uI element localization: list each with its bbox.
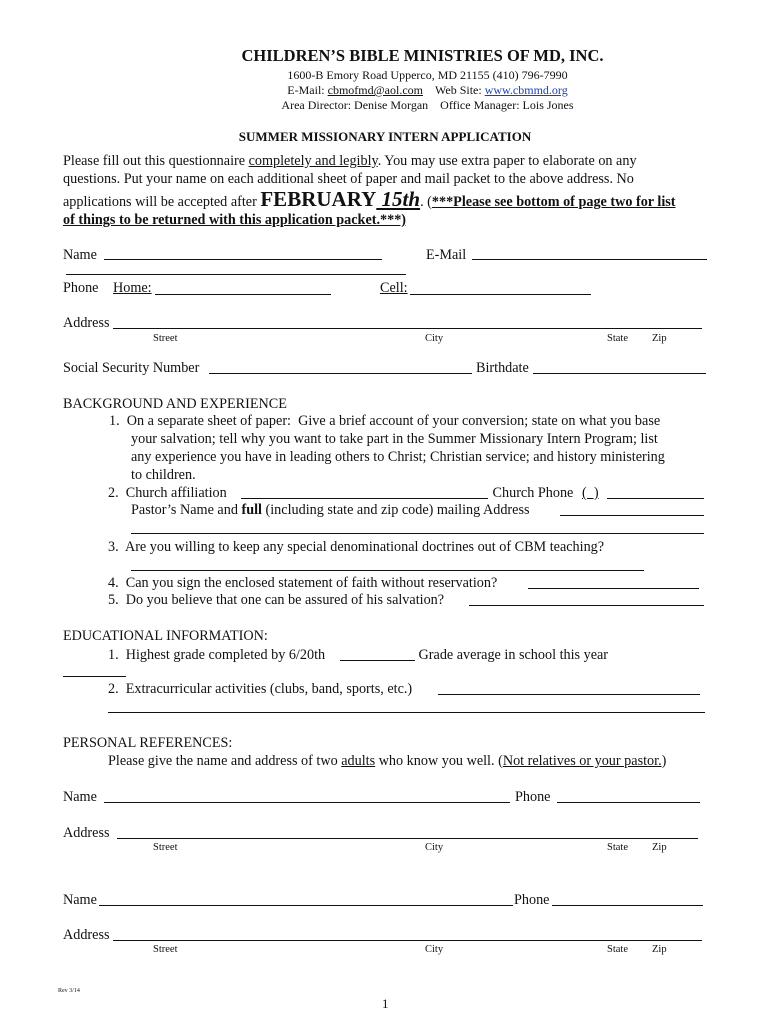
intro-line-3: applications will be accepted after FEBRUARY 15th. (***Please see bottom of page two for list (63, 187, 676, 211)
ref2-phone-label: Phone (514, 892, 550, 908)
email-field[interactable] (472, 259, 707, 260)
revision-note: Rev 3/14 (58, 988, 80, 994)
bg-q1-line2: your salvation; tell why you want to take part in the Summer Missionary Intern Program; list (131, 431, 658, 447)
references-instructions: Please give the name and address of two adults who know you well. (Not relatives or your pastor.) (108, 753, 667, 769)
address-field[interactable] (113, 328, 702, 329)
page-number: 1 (382, 996, 389, 1011)
org-staff: Area Director: Denise Morgan Office Manager: Lois Jones (281, 98, 574, 112)
extracurricular-field-continued[interactable] (108, 712, 705, 713)
ref2-city-caption: City (425, 944, 444, 955)
website-label: Web Site: (435, 83, 485, 97)
ref2-state-caption: State (607, 944, 628, 955)
deadline-day: 15th (376, 187, 421, 211)
grade-average-field[interactable] (63, 676, 126, 677)
pastor-address-field-continued[interactable] (131, 533, 704, 534)
bg-q4: 4. Can you sign the enclosed statement of faith without reservation? (108, 575, 498, 591)
street-caption: Street (153, 333, 178, 344)
ref1-zip-caption: Zip (652, 842, 667, 853)
bg-q3: 3. Are you willing to keep any special denominational doctrines out of CBM teaching? (108, 539, 605, 555)
ref1-address-label: Address (63, 825, 110, 841)
city-caption: City (425, 333, 444, 344)
pastor-address-field[interactable] (560, 515, 704, 516)
emphasis-completely: completely and legibly (248, 153, 378, 169)
ref1-name-label: Name (63, 789, 97, 805)
address-label: Address (63, 315, 110, 331)
ref2-name-label: Name (63, 892, 97, 908)
bg-q2-label: 2. Church affiliation (108, 485, 227, 501)
ref2-address-field[interactable] (113, 940, 702, 941)
name-label: Name (63, 247, 97, 263)
org-title: CHILDREN’S BIBLE MINISTRIES OF MD, INC. (241, 46, 604, 65)
form-title: SUMMER MISSIONARY INTERN APPLICATION (238, 129, 532, 144)
doctrine-answer-field[interactable] (131, 570, 644, 571)
org-contact (0, 83, 770, 98)
email-label-field: E-Mail (426, 247, 467, 263)
ref2-zip-caption: Zip (652, 944, 667, 955)
cell-label: Cell: (380, 280, 408, 296)
edu-q1-label: 1. Highest grade completed by 6/20th (108, 647, 326, 663)
email-link[interactable]: cbmofmd@aol.com (327, 83, 423, 97)
deadline-month: FEBRUARY (260, 187, 377, 211)
packet-note: ***Please see bottom of page two for list (431, 194, 676, 210)
name-field-continued[interactable] (66, 274, 406, 275)
ssn-field[interactable] (209, 373, 472, 374)
highest-grade-field[interactable] (340, 660, 415, 661)
references-heading: PERSONAL REFERENCES: (63, 735, 233, 751)
state-caption: State (607, 333, 628, 344)
church-phone-label: Church Phone (489, 485, 577, 501)
ref1-state-caption: State (607, 842, 628, 853)
home-phone-field[interactable] (155, 294, 331, 295)
bg-q1-line4: to children. (131, 467, 196, 483)
edu-q2-label: 2. Extracurricular activities (clubs, band, sports, etc.) (108, 681, 413, 697)
intro-line-2: questions. Put your name on each additional sheet of paper and mail packet to the above address. No (63, 171, 634, 187)
extracurricular-field[interactable] (438, 694, 700, 695)
email-label: E-Mail: (287, 83, 328, 97)
ref1-street-caption: Street (153, 842, 178, 853)
website-link[interactable]: www.cbmmd.org (484, 83, 568, 97)
church-phone-field[interactable] (607, 498, 704, 499)
name-field[interactable] (104, 259, 382, 260)
ref2-address-label: Address (63, 927, 110, 943)
phone-label: Phone (63, 280, 99, 296)
bg-q1-line3: any experience you have in leading others to Christ; Christian service; and history ministering (131, 449, 665, 465)
background-heading: BACKGROUND AND EXPERIENCE (63, 396, 287, 412)
ssn-label: Social Security Number (63, 360, 200, 376)
pastor-address-label: Pastor’s Name and full (including state and zip code) mailing Address (131, 502, 530, 518)
education-heading: EDUCATIONAL INFORMATION: (63, 628, 268, 644)
ref1-address-field[interactable] (117, 838, 698, 839)
faith-statement-field[interactable] (528, 588, 699, 589)
birthdate-label: Birthdate (476, 360, 529, 376)
cell-phone-field[interactable] (410, 294, 591, 295)
ref1-name-field[interactable] (104, 802, 510, 803)
ref1-city-caption: City (425, 842, 444, 853)
church-phone-area-code[interactable]: ( ) (582, 485, 599, 501)
ref2-name-field[interactable] (99, 905, 513, 906)
intro-line-4: of things to be returned with this application packet.***) (63, 212, 407, 228)
home-label: Home: (113, 280, 152, 296)
bg-q5: 5. Do you believe that one can be assured of his salvation? (108, 592, 445, 608)
zip-caption: Zip (652, 333, 667, 344)
ref2-street-caption: Street (153, 944, 178, 955)
grade-average-label: Grade average in school this year (415, 647, 609, 663)
salvation-answer-field[interactable] (469, 605, 704, 606)
org-address: 1600-B Emory Road Upperco, MD 21155 (410) 796-7990 (287, 68, 568, 82)
intro-line-1: Please fill out this questionnaire completely and legibly. You may use extra paper to elaborate on any (63, 153, 637, 169)
birthdate-field[interactable] (533, 373, 706, 374)
church-affiliation-field[interactable] (241, 498, 488, 499)
ref2-phone-field[interactable] (552, 905, 703, 906)
ref1-phone-label: Phone (515, 789, 551, 805)
bg-q1-line1: 1. On a separate sheet of paper: Give a brief account of your conversion; state on what you base (109, 413, 661, 429)
ref1-phone-field[interactable] (557, 802, 700, 803)
